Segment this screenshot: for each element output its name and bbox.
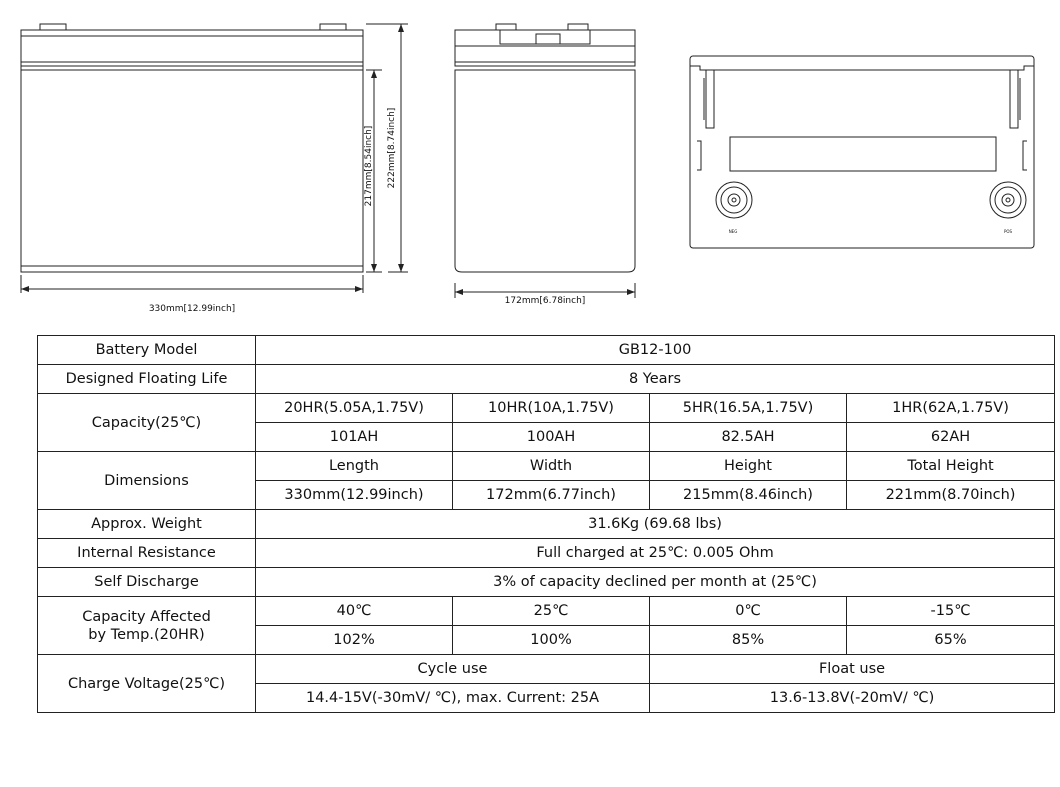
temp-value-minus15: 65% — [847, 626, 1055, 655]
table-row — [38, 597, 1055, 626]
dimension-header-height: Height — [650, 452, 847, 481]
battery-model-value: GB12-100 — [256, 336, 1055, 365]
floating-life-value: 8 Years — [256, 365, 1055, 394]
capacity-value-20hr: 101AH — [256, 423, 453, 452]
table-row — [38, 539, 1055, 568]
capacity-value-10hr: 100AH — [453, 423, 650, 452]
side-width-label: 172mm[6.78inch] — [504, 296, 586, 306]
dimension-header-length: Length — [256, 452, 453, 481]
dimension-value-total-height: 221mm(8.70inch) — [847, 481, 1055, 510]
top-view-drawing — [690, 56, 1034, 248]
temp-value-40: 102% — [256, 626, 453, 655]
float-use-value: 13.6-13.8V(-20mV/ ℃) — [650, 684, 1055, 713]
temp-value-0: 85% — [650, 626, 847, 655]
cycle-use-label: Cycle use — [256, 655, 650, 684]
table-row — [38, 452, 1055, 481]
table-row — [38, 394, 1055, 423]
battery-drawings — [0, 0, 1060, 320]
capacity-label: Capacity(25℃) — [38, 394, 256, 452]
floating-life-label: Designed Floating Life — [38, 365, 256, 394]
temp-header-0: 0℃ — [650, 597, 847, 626]
dimension-header-width: Width — [453, 452, 650, 481]
temp-header-40: 40℃ — [256, 597, 453, 626]
dimension-value-length: 330mm(12.99inch) — [256, 481, 453, 510]
capacity-header-5hr: 5HR(16.5A,1.75V) — [650, 394, 847, 423]
cycle-use-value: 14.4-15V(-30mV/ ℃), max. Current: 25A — [256, 684, 650, 713]
float-use-label: Float use — [650, 655, 1055, 684]
resistance-value: Full charged at 25℃: 0.005 Ohm — [256, 539, 1055, 568]
capacity-header-10hr: 10HR(10A,1.75V) — [453, 394, 650, 423]
temp-capacity-label-line2: by Temp.(20HR) — [88, 626, 205, 643]
capacity-value-1hr: 62AH — [847, 423, 1055, 452]
table-row — [38, 336, 1055, 365]
temp-capacity-label-line1: Capacity Affected — [82, 608, 211, 625]
battery-spec-table — [37, 335, 1055, 713]
dimensions-label: Dimensions — [38, 452, 256, 510]
self-discharge-value: 3% of capacity declined per month at (25℃) — [256, 568, 1055, 597]
table-row — [38, 655, 1055, 684]
battery-model-label: Battery Model — [38, 336, 256, 365]
dimension-value-width: 172mm(6.77inch) — [453, 481, 650, 510]
side-view-drawing — [455, 24, 635, 298]
front-height1-label: 217mm[8.54inch] — [364, 125, 374, 207]
front-view-drawing — [21, 24, 408, 293]
capacity-header-20hr: 20HR(5.05A,1.75V) — [256, 394, 453, 423]
front-width-label: 330mm[12.99inch] — [148, 304, 236, 314]
charge-voltage-label: Charge Voltage(25℃) — [38, 655, 256, 713]
terminal-positive-label: POS — [1003, 229, 1013, 234]
temp-capacity-label — [38, 597, 256, 655]
weight-label: Approx. Weight — [38, 510, 256, 539]
temp-value-25: 100% — [453, 626, 650, 655]
table-row — [38, 510, 1055, 539]
resistance-label: Internal Resistance — [38, 539, 256, 568]
capacity-header-1hr: 1HR(62A,1.75V) — [847, 394, 1055, 423]
dimension-value-height: 215mm(8.46inch) — [650, 481, 847, 510]
front-height2-label: 222mm[8.74inch] — [387, 107, 397, 189]
table-row — [38, 568, 1055, 597]
table-row — [38, 365, 1055, 394]
dimension-header-total-height: Total Height — [847, 452, 1055, 481]
weight-value: 31.6Kg (69.68 lbs) — [256, 510, 1055, 539]
self-discharge-label: Self Discharge — [38, 568, 256, 597]
temp-header-minus15: -15℃ — [847, 597, 1055, 626]
terminal-negative-label: NEG — [728, 229, 738, 234]
capacity-value-5hr: 82.5AH — [650, 423, 847, 452]
temp-header-25: 25℃ — [453, 597, 650, 626]
